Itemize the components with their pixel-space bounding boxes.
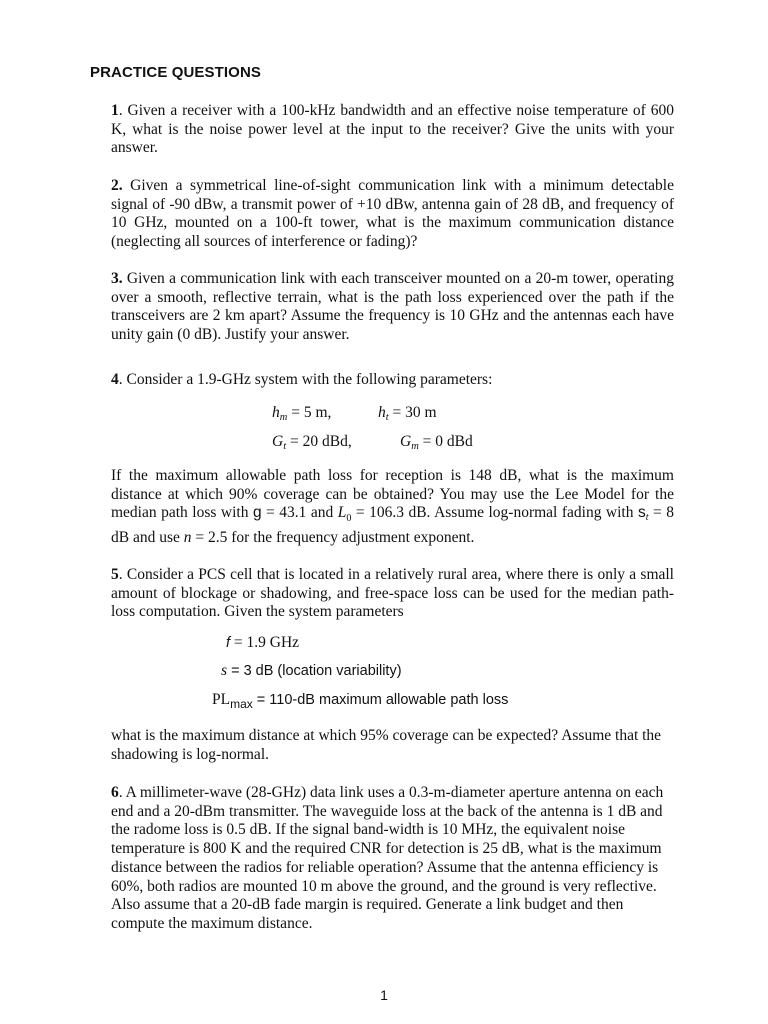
question-2 [111,177,674,252]
question-number: 3. [111,270,123,287]
param-f: f = 1.9 GHz [226,634,300,651]
question-text: . A millimeter-wave (28-GHz) data link uses a 0.3-m-diameter aperture antenna on each end and a 20-dBm transmitter. The waveguide loss at the back of the antenna is 1 dB and the radome loss is 0.5 dB. If the signal band-width is 10 MHz, the equivalent noise temperature is 800 K and the required CNR for detection is 25 dB, what is the maximum distance between the radios for reliable operation? Assume that the antenna efficiency is 60%, both radios are mounted 10 m above the ground, and the ground is very reflective. Also assume that a 20-dB fade margin is required. Generate a link budget and then compute the maximum distance. [111,784,664,932]
question-5-tail: what is the maximum distance at which 95% coverage can be expected? Assume that the shadowing is log-normal. [111,727,662,763]
question-number: 4 [111,371,119,388]
param-gm: Gm = 0 dBd [400,433,473,452]
question-4-intro [111,371,674,390]
param-hm: hm = 5 m, [272,404,332,423]
page-heading: PRACTICE QUESTIONS [90,64,261,81]
param-ht: ht = 30 m [378,404,437,423]
param-s: s = 3 dB (location variability) [221,662,402,679]
question-number: 1 [111,102,119,119]
param-plmax: $PL_{max} = 110-dB$ maximum allowable path loss [212,691,509,711]
question-3 [111,270,674,345]
question-1 [111,102,674,158]
question-number: 6 [111,784,119,801]
gamma-symbol: g [252,504,262,522]
question-number: 2. [111,177,123,194]
page-number: 1 [380,987,388,1003]
question-text: . Given a receiver with a 100-kHz bandwidth and an effective noise temperature of 600 K, what is the noise power level at the input to the receiver? Give the units with your answer. [111,102,674,157]
question-text: . Consider a 1.9-GHz system with the following parameters: [118,371,493,388]
param-gt: Gt = 20 dBd, [272,433,352,452]
question-5 [111,566,674,622]
question-text: Given a communication link with each transceiver mounted on a 20-m tower, operating over a smooth, reflective terrain, what is the path loss experienced over the path if the transceivers are 2 km apart? Assume the frequency is 10 GHz and the antennas each have unity gain (0 dB). Justify your answer. [111,270,674,344]
sigma-symbol: s [637,504,646,522]
question-number: 5 [111,566,119,583]
question-4-body: If the maximum allowable path loss for reception is 148 dB, what is the maximum distance at which 90% coverage can be obtained? You may use the Lee Model for the median path loss with g = 43.1 and $L_0 = 106.3$ dB. Assume log-normal fading with st = 8 dB and use n = 2.5 for the frequency adjustment exponent. [111,467,674,547]
question-6 [111,784,671,934]
question-text: . Consider a PCS cell that is located in a relatively rural area, where there is only a small amount of blockage or shadowing, and free-space loss can be used for the median path-loss computation. Given the system parameters [111,566,674,621]
question-text: Given a symmetrical line-of-sight communication link with a minimum detectable signal of -90 dBw, a transmit power of +10 dBw, antenna gain of 28 dB, and frequency of 10 GHz, mounted on a 100-ft tower, what is the maximum communication distance (neglecting all sources of interference or fading)? [111,177,674,251]
